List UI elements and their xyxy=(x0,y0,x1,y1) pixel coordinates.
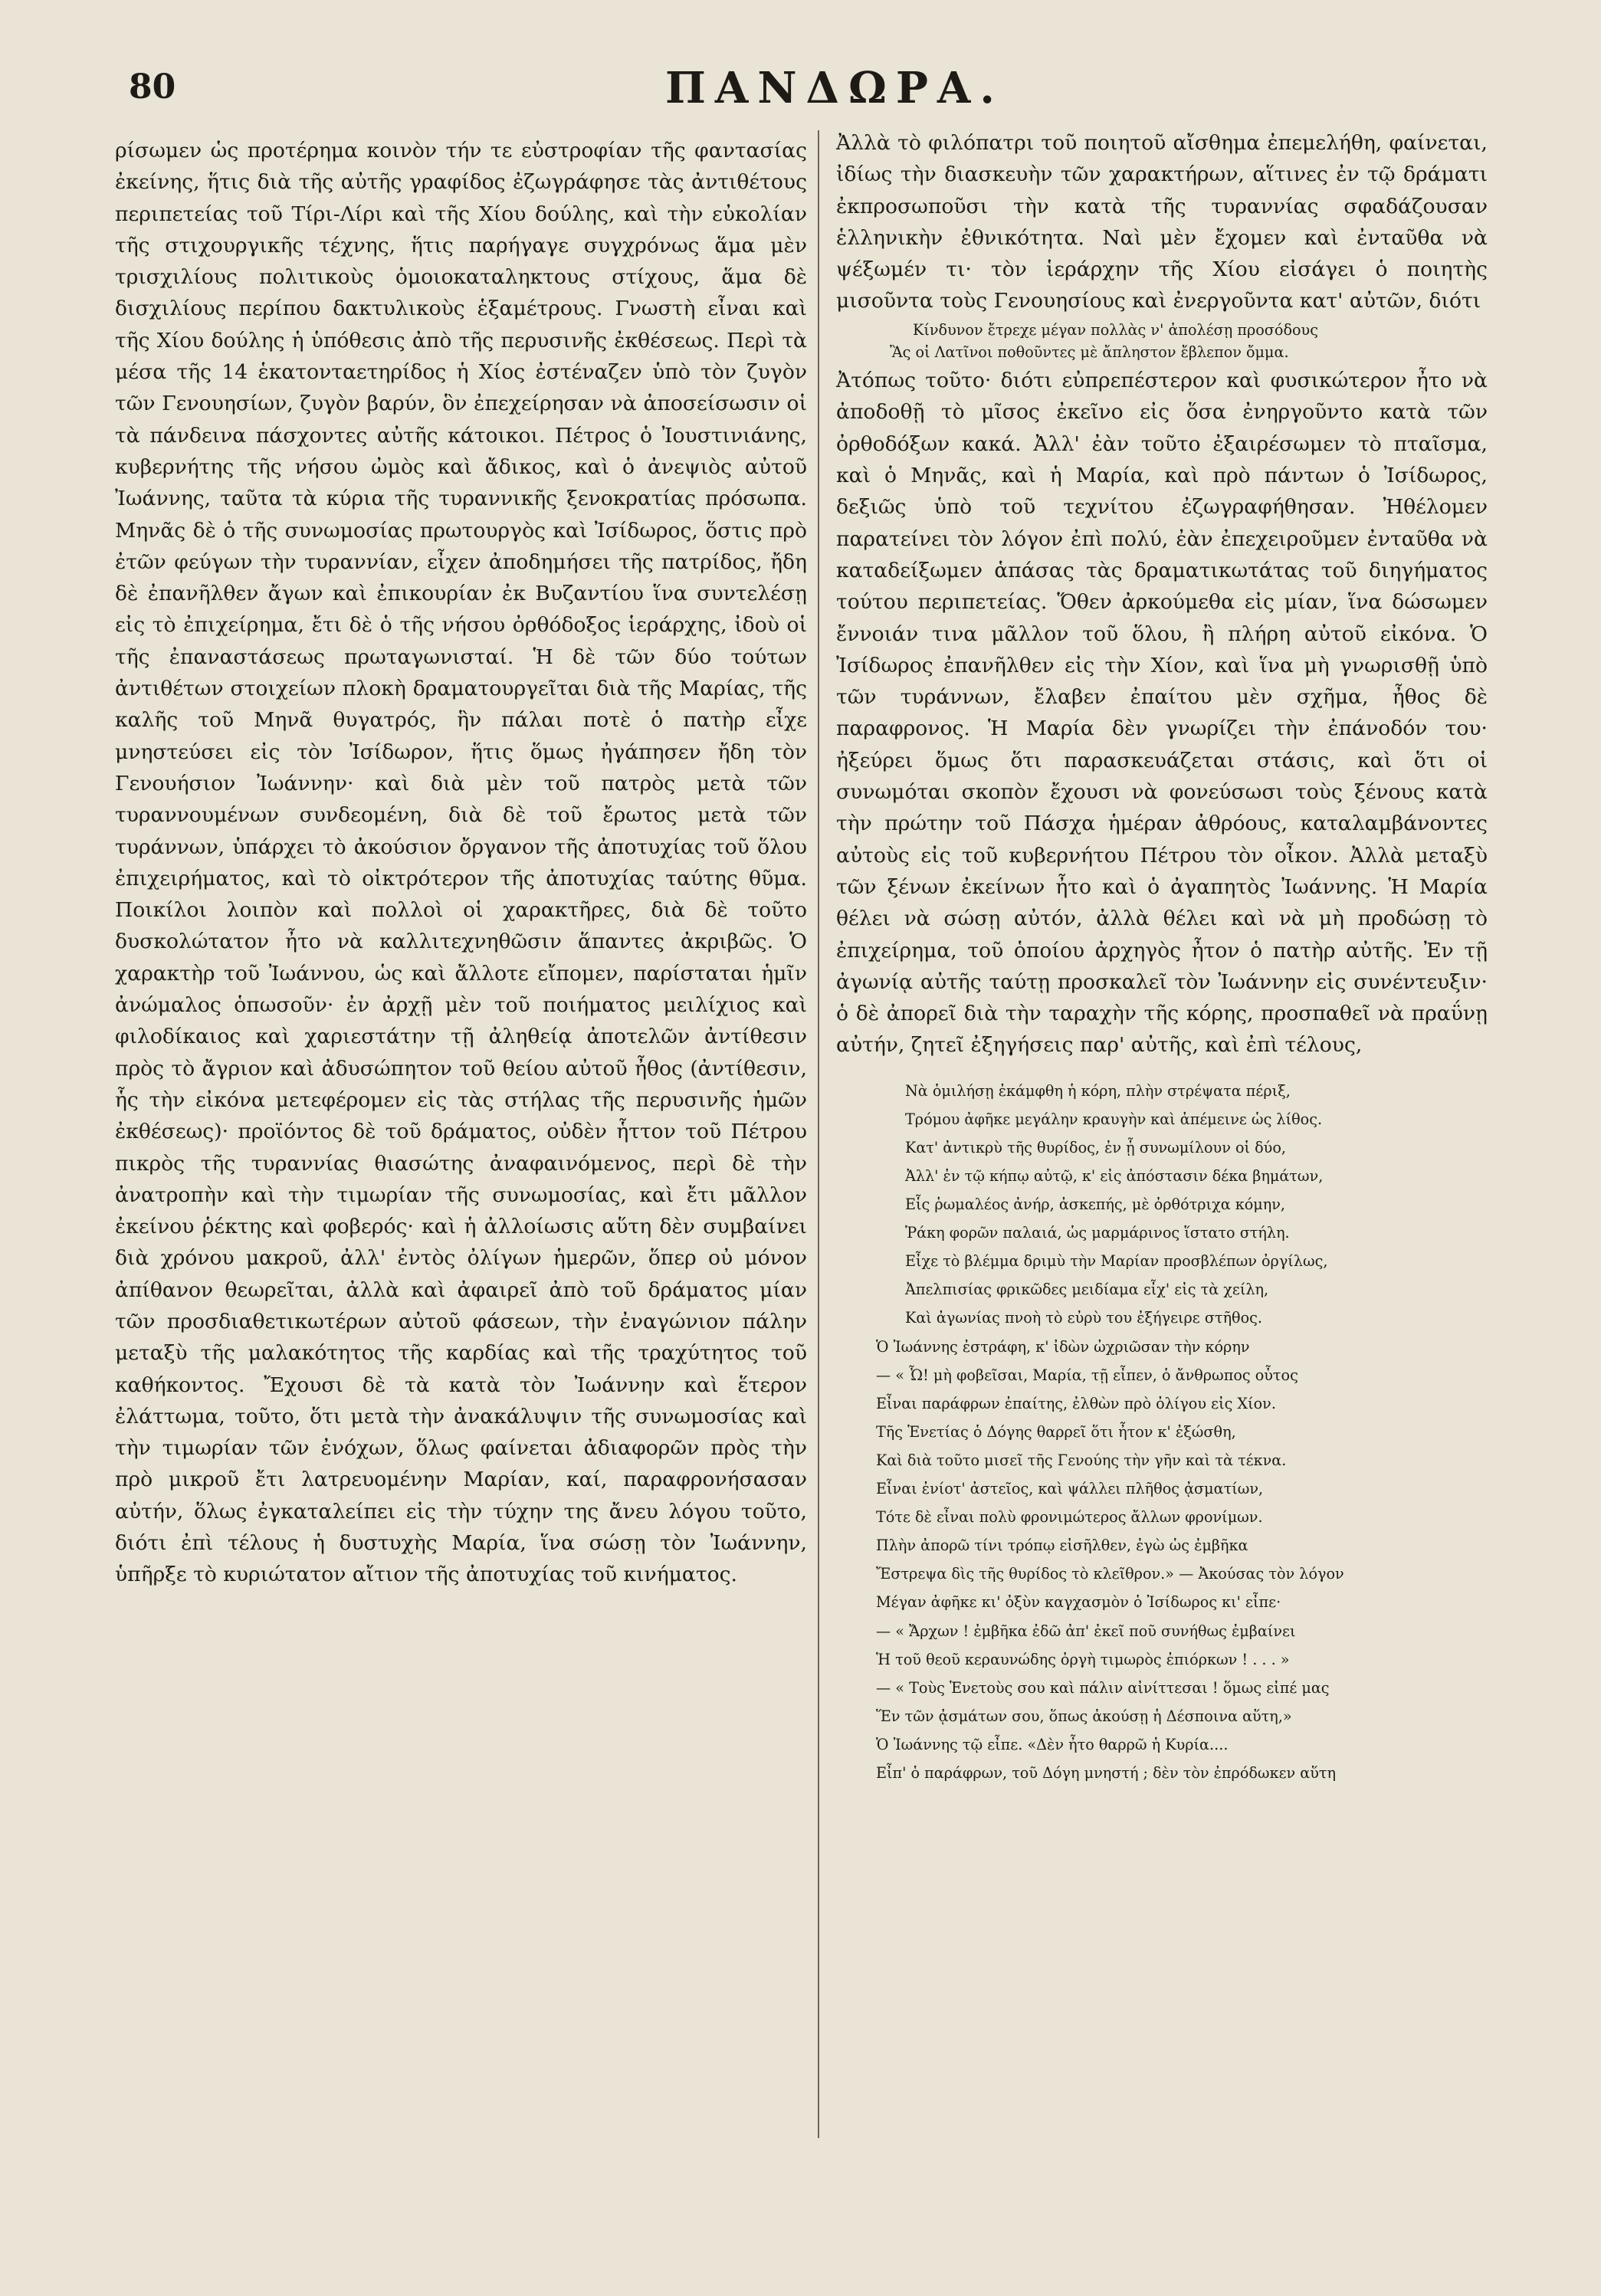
poem-line: Κατ' ἀντικρὺ τῆς θυρίδος, ἐν ᾗ συνωμίλουν οἱ δύο, xyxy=(905,1138,1287,1156)
poem-line: Ὁ Ἰωάννης τῷ εἶπε. «Δὲν ἦτο θαρρῶ ἡ Κυρία.... xyxy=(876,1735,1229,1753)
right-paragraph-main: Ἀτόπως τοῦτο· διότι εὐπρεπέστερον καὶ φυσικώτερον ἦτο νὰ ἀποδοθῇ τὸ μῖσος ἐκεῖνο εἰς ὅσα ἐνηργοῦντο κατὰ τῶν ὀρθοδόξων κακά. Ἀλλ' ἐὰν τοῦτο ἐξαιρέσωμεν τὸ πταῖσμα, καὶ ὁ Μηνᾶς, καὶ ἡ Μαρία, καὶ πρὸ πάντων ὁ Ἰσίδωρος, δεξιῶς ὑπὸ τοῦ τεχνίτου ἐζωγραφήθησαν. Ἠθέλομεν παρατείνει τὸν λόγον ἐπὶ πολύ, ἐὰν ἐπεχειροῦμεν ἐνταῦθα νὰ καταδείξωμεν ἁπάσας τὰς δραματικωτάτας τοῦ διηγήματος τούτου περιπετείας. Ὅθεν ἀρκούμεθα εἰς μίαν, ἵνα δώσωμεν ἔννοιάν τινα μᾶλλον τοῦ ὅλου, ἢ πλήρη αὐτοῦ εἰκόνα. Ὁ Ἰσίδωρος ἐπανῆλθεν εἰς τὴν Χίον, καὶ ἵνα μὴ γνωρισθῇ ὑπὸ τῶν τυράννων, ἔλαβεν ἐπαίτου μὲν σχῆμα, ἦθος δὲ παραφρονος. Ἡ Μαρία δὲν γνωρίζει τὴν ἐπάνοδόν του· ἠξεύρει ὅμως ὅτι παρασκευάζεται στάσις, καὶ ὅτι οἱ συνωμόται σκοπὸν ἔχουσι νὰ φονεύσωσι τοὺς ξένους κατὰ τὴν πρώτην τοῦ Πάσχα ἡμέραν ἀθρόους, καταλαμβάνοντες αὐτοὺς εἰς τοῦ κυβερνήτου Πέτρου τὸν οἶκον. Ἀλλὰ μεταξὺ τῶν ξένων ἐκείνων ἦτο καὶ ὁ ἀγαπητὸς Ἰωάννης. Ἡ Μαρία θέλει νὰ σώσῃ αὐτόν, ἀλλὰ θέλει καὶ νὰ μὴ προδώσῃ τὸ ἐπιχείρημα, τοῦ ὁποίου ἀρχηγὸς ἦτον ὁ πατὴρ αὐτῆς. Ἐν τῇ ἀγωνίᾳ αὐτῆς ταύτῃ προσκαλεῖ τὸν Ἰωάννην εἰς συνέντευξιν· ὁ δὲ ἀπορεῖ διὰ τὴν ταραχὴν τῆς κόρης, προσπαθεῖ νὰ πραΰνῃ αὐτήν, ζητεῖ ἐξηγήσεις παρ' αὐτῆς, καὶ ἐπὶ τέλους, xyxy=(836,369,1488,1058)
poem-excerpt xyxy=(836,1077,1488,1787)
verse-quote xyxy=(836,319,1488,363)
poem-line: Καὶ ἀγωνίας πνοὴ τὸ εὐρὺ του ἐξήγειρε στῆθος. xyxy=(905,1309,1263,1327)
poem-line: Ἀπελπισίας φρικῶδες μειδίαμα εἶχ' εἰς τὰ χείλη, xyxy=(905,1281,1269,1299)
poem-line: Ῥάκη φορῶν παλαιά, ὡς μαρμάρινος ἵστατο στήλη. xyxy=(905,1224,1290,1242)
poem-line: Ἡ τοῦ θεοῦ κεραυνώδης ὀργὴ τιμωρὸς ἐπιόρκων ! . . . » xyxy=(876,1650,1290,1668)
poem-line: — « Ἄρχων ! ἐμβῆκα ἐδῶ ἀπ' ἐκεῖ ποῦ συνήθως ἐμβαίνει xyxy=(876,1622,1296,1640)
poem-line: Εἶναι ἐνίοτ' ἀστεῖος, καὶ ψάλλει πλῆθος ᾀσματίων, xyxy=(876,1480,1264,1498)
page-number: 80 xyxy=(129,67,176,107)
poem-line: Ἔστρεψα δὶς τῆς θυρίδος τὸ κλεῖθρον.» — Ἀκούσας τὸν λόγον xyxy=(876,1565,1344,1583)
poem-line: Εἶπ' ὁ παράφρων, τοῦ Δόγη μνηστή ; δὲν τὸν ἐπρόδωκεν αὕτη xyxy=(876,1763,1337,1782)
poem-line: — « Τοὺς Ἑνετοὺς σου καὶ πάλιν αἰνίττεσαι ! ὅμως εἰπέ μας xyxy=(876,1678,1330,1697)
poem-line: Εἷς ῥωμαλέος ἀνήρ, ἀσκεπής, μὲ ὀρθότριχα κόμην, xyxy=(905,1196,1286,1214)
column-divider xyxy=(818,130,819,2138)
poem-line: Τῆς Ἑνετίας ὁ Δόγης θαρρεῖ ὅτι ἦτον κ' ἐξώσθη, xyxy=(876,1422,1236,1441)
page-header xyxy=(0,63,1601,124)
poem-line: Εἶναι παράφρων ἐπαίτης, ἐλθὼν πρὸ ὀλίγου εἰς Χίον. xyxy=(876,1394,1276,1412)
left-paragraph: ρίσωμεν ὡς προτέρημα κοινὸν τήν τε εὐστροφίαν τῆς φαντασίας ἐκείνης, ἥτις διὰ τῆς αὐτῆς γραφίδος ἐζωγράφησε τὰς ἀντιθέτους περιπετείας τοῦ Τίρι-Λίρι καὶ τῆς Χίου δούλης, καὶ τὴν εὐκολίαν τῆς στιχουργικῆς τέχνης, ἥτις παρήγαγε συγχρόνως ἅμα μὲν τρισχιλίους πολιτικοὺς ὁμοιοκαταληκτους στίχους, ἅμα δὲ δισχιλίους περίπου δακτυλικοὺς ἑξαμέτρους. Γνωστὴ εἶναι καὶ τῆς Χίου δούλης ἡ ὑπόθεσις ἀπὸ τῆς περυσινῆς ἐκθέσεως. Περὶ τὰ μέσα τῆς 14 ἑκατονταετηρίδος ἡ Χίος ἐστέναζεν ὑπὸ τὸν ζυγὸν τῶν Γενουησίων, ζυγὸν βαρύν, ὃν ἐπεχείρησαν νὰ ἀποσείσωσιν οἱ τὰ πάνδεινα πάσχοντες αὐτῆς κάτοικοι. Πέτρος ὁ Ἰουστινιάνης, κυβερνήτης τῆς νήσου ὠμὸς καὶ ἄδικος, καὶ ὁ ἀνεψιὸς αὐτοῦ Ἰωάννης, ταῦτα τὰ κύρια τῆς τυραννικῆς ξενοκρατίας πρόσωπα. Μηνᾶς δὲ ὁ τῆς συνωμοσίας πρωτουργὸς καὶ Ἰσίδωρος, ὅστις πρὸ ἐτῶν φεύγων τὴν τυραννίαν, εἶχεν ἀποδημήσει τῆς πατρίδος, ἤδη δὲ ἐπανῆλθεν ἄγων καὶ ἐπικουρίαν ἐκ Βυζαντίου ἵνα συντελέσῃ εἰς τὸ ἐπιχείρημα, ἔτι δὲ ὁ τῆς νήσου ὀρθόδοξος ἱεράρχης, ἰδοὺ οἱ τῆς ἐπαναστάσεως πρωταγωνισταί. Ἡ δὲ τῶν δύο τούτων ἀντιθέτων στοιχείων πλοκὴ δραματουργεῖται διὰ τῆς Μαρίας, τῆς καλῆς τοῦ Μηνᾶ θυγατρός, ἣν πάλαι ποτὲ ὁ πατὴρ εἶχε μνηστεύσει εἰς τὸν Ἰσίδωρον, ἥτις ὅμως ἠγάπησεν ἤδη τὸν Γενουήσιον Ἰωάννην· καὶ διὰ μὲν τοῦ πατρὸς μετὰ τῶν τυραννουμένων συνδεομένη, διὰ δὲ τοῦ ἔρωτος μετὰ τῶν τυράννων, ὑπάρχει τὸ ἀκούσιον ὄργανον τῆς ἀποτυχίας τοῦ ὅλου ἐπιχειρήματος, καὶ τὸ οἰκτρότερον τῆς ἀποτυχίας ταύτης θῦμα. Ποικίλοι λοιπὸν καὶ πολλοὶ οἱ χαρακτῆρες, διὰ δὲ τοῦτο δυσκολώτατον ἦτο νὰ καλλιτεχνηθῶσιν ἅπαντες ἀκριβῶς. Ὁ χαρακτὴρ τοῦ Ἰωάννου, ὡς καὶ ἄλλοτε εἴπομεν, παρίσταται ἡμῖν ἀνώμαλος ὁπωσοῦν· ἐν ἀρχῇ μὲν τοῦ ποιήματος μειλίχιος καὶ φιλοδίκαιος καὶ χαριεστάτην τῇ ἀληθείᾳ ἀποτελῶν ἀντίθεσιν πρὸς τὸ ἄγριον καὶ ἀδυσώπητον τοῦ θείου αὐτοῦ ἦθος (ἀντίθεσιν, ἧς τὴν εἰκόνα μετεφέρομεν εἰς τὰς στήλας τῆς περυσινῆς ἡμῶν ἐκθέσεως)· προϊόντος δὲ τοῦ δράματος, οὐδὲν ἧττον τοῦ Πέτρου πικρὸς τῆς τυραννίας θιασώτης ἀναφαινόμενος, περὶ δὲ τὴν ἀνατροπὴν καὶ τὴν τιμωρίαν τῆς συνωμοσίας, καὶ ἔτι μᾶλλον ἐκείνου ῥέκτης καὶ φοβερός· καὶ ἡ ἀλλοίωσις αὕτη δὲν συμβαίνει διὰ χρόνου μακροῦ, ἀλλ' ἐντὸς ὀλίγων ἡμερῶν, ὅπερ οὐ μόνον ἀπίθανον θεωρεῖται, ἀλλὰ καὶ ἀφαιρεῖ ἀπὸ τοῦ δράματος μίαν τῶν προσδιαθετικωτέρων αὐτοῦ φάσεων, τὴν ἐναγώνιον πάλην μεταξὺ τῆς μαλακότητος τῆς καρδίας καὶ τῆς τραχύτητος τοῦ καθήκοντος. Ἔχουσι δὲ τὰ κατὰ τὸν Ἰωάννην καὶ ἕτερον ἐλάττωμα, τοῦτο, ὅτι μετὰ τὴν ἀνακάλυψιν τῆς συνωμοσίας καὶ τὴν τιμωρίαν τῶν ἐνόχων, ὅλως φαίνεται ἀδιαφορῶν πρὸς τὴν πρὸ μικροῦ ἔτι λατρευομένην Μαρίαν, καί, παραφρονήσασαν αὐτήν, ὅλως ἐγκαταλείπει εἰς τὴν τύχην της ἄνευ λόγου τοῦτο, διότι ἐπὶ τέλους ἡ δυστυχὴς Μαρία, ἵνα σώσῃ τὸν Ἰωάννην, ὑπῆρξε τὸ κυριώτατον αἴτιον τῆς ἀποτυχίας τοῦ κινήματος. xyxy=(115,139,807,1587)
right-column xyxy=(836,127,1488,1787)
verse-line: Κίνδυνον ἔτρεχε μέγαν πολλὰς ν' ἀπολέσῃ προσόδους xyxy=(913,320,1318,339)
poem-line: Τρόμου ἀφῆκε μεγάλην κραυγὴν καὶ ἀπέμεινε ὡς λίθος. xyxy=(905,1110,1323,1128)
poem-line: Νὰ ὁμιλήσῃ ἐκάμφθη ἡ κόρη, πλὴν στρέψατα πέριξ, xyxy=(905,1081,1291,1100)
poem-line: Πλὴν ἀπορῶ τίνι τρόπῳ εἰσῆλθεν, ἐγὼ ὡς ἐμβῆκα xyxy=(876,1537,1248,1555)
right-paragraph-intro: Ἀλλὰ τὸ φιλόπατρι τοῦ ποιητοῦ αἴσθημα ἐπεμελήθη, φαίνεται, ἰδίως τὴν διασκευὴν τῶν χαρακτήρων, αἵτινες ἐν τῷ δράματι ἐκπροσωποῦσι τὴν κατὰ τῆς τυραννίας σφαδάζουσαν ἑλληνικὴν ἐθνικότητα. Ναὶ μὲν ἔχομεν καὶ ἐνταῦθα νὰ ψέξωμέν τι· τὸν ἱεράρχην τῆς Χίου εἰσάγει ὁ ποιητὴς μισοῦντα τοὺς Γενουησίους καὶ ἐνεργοῦντα κατ' αὐτῶν, διότι xyxy=(836,131,1488,313)
running-title: ΠΑΝΔΩΡΑ. xyxy=(665,63,1004,113)
poem-line: Καὶ διὰ τοῦτο μισεῖ τῆς Γενούης τὴν γῆν καὶ τὰ τέκνα. xyxy=(876,1451,1287,1469)
poem-line: Τότε δὲ εἶναι πολὺ φρονιμώτερος ἄλλων φρονίμων. xyxy=(876,1508,1263,1527)
poem-line: Ἀλλ' ἐν τῷ κήπῳ αὐτῷ, κ' εἰς ἀπόστασιν δέκα βημάτων, xyxy=(905,1167,1324,1185)
poem-line: — « Ὦ! μὴ φοβεῖσαι, Μαρία, τῇ εἶπεν, ὁ ἄνθρωπος οὗτος xyxy=(876,1366,1298,1384)
poem-line: Ἕν τῶν ᾀσμάτων σου, ὅπως ἀκούσῃ ἡ Δέσποινα αὕτη,» xyxy=(876,1707,1292,1725)
poem-line: Εἶχε τὸ βλέμμα δριμὺ τὴν Μαρίαν προσβλέπων ὀργίλως, xyxy=(905,1252,1328,1271)
left-column xyxy=(115,135,807,1591)
poem-line: Μέγαν ἀφῆκε κι' ὀξὺν καγχασμὸν ὁ Ἰσίδωρος κι' εἶπε· xyxy=(876,1593,1281,1612)
poem-line: Ὁ Ἰωάννης ἐστράφη, κ' ἰδὼν ὠχριῶσαν τὴν κόρην xyxy=(876,1337,1250,1356)
verse-line: Ἂς οἱ Λατῖνοι ποθοῦντες μὲ ἄπληστον ἔβλεπον ὄμμα. xyxy=(890,343,1289,361)
